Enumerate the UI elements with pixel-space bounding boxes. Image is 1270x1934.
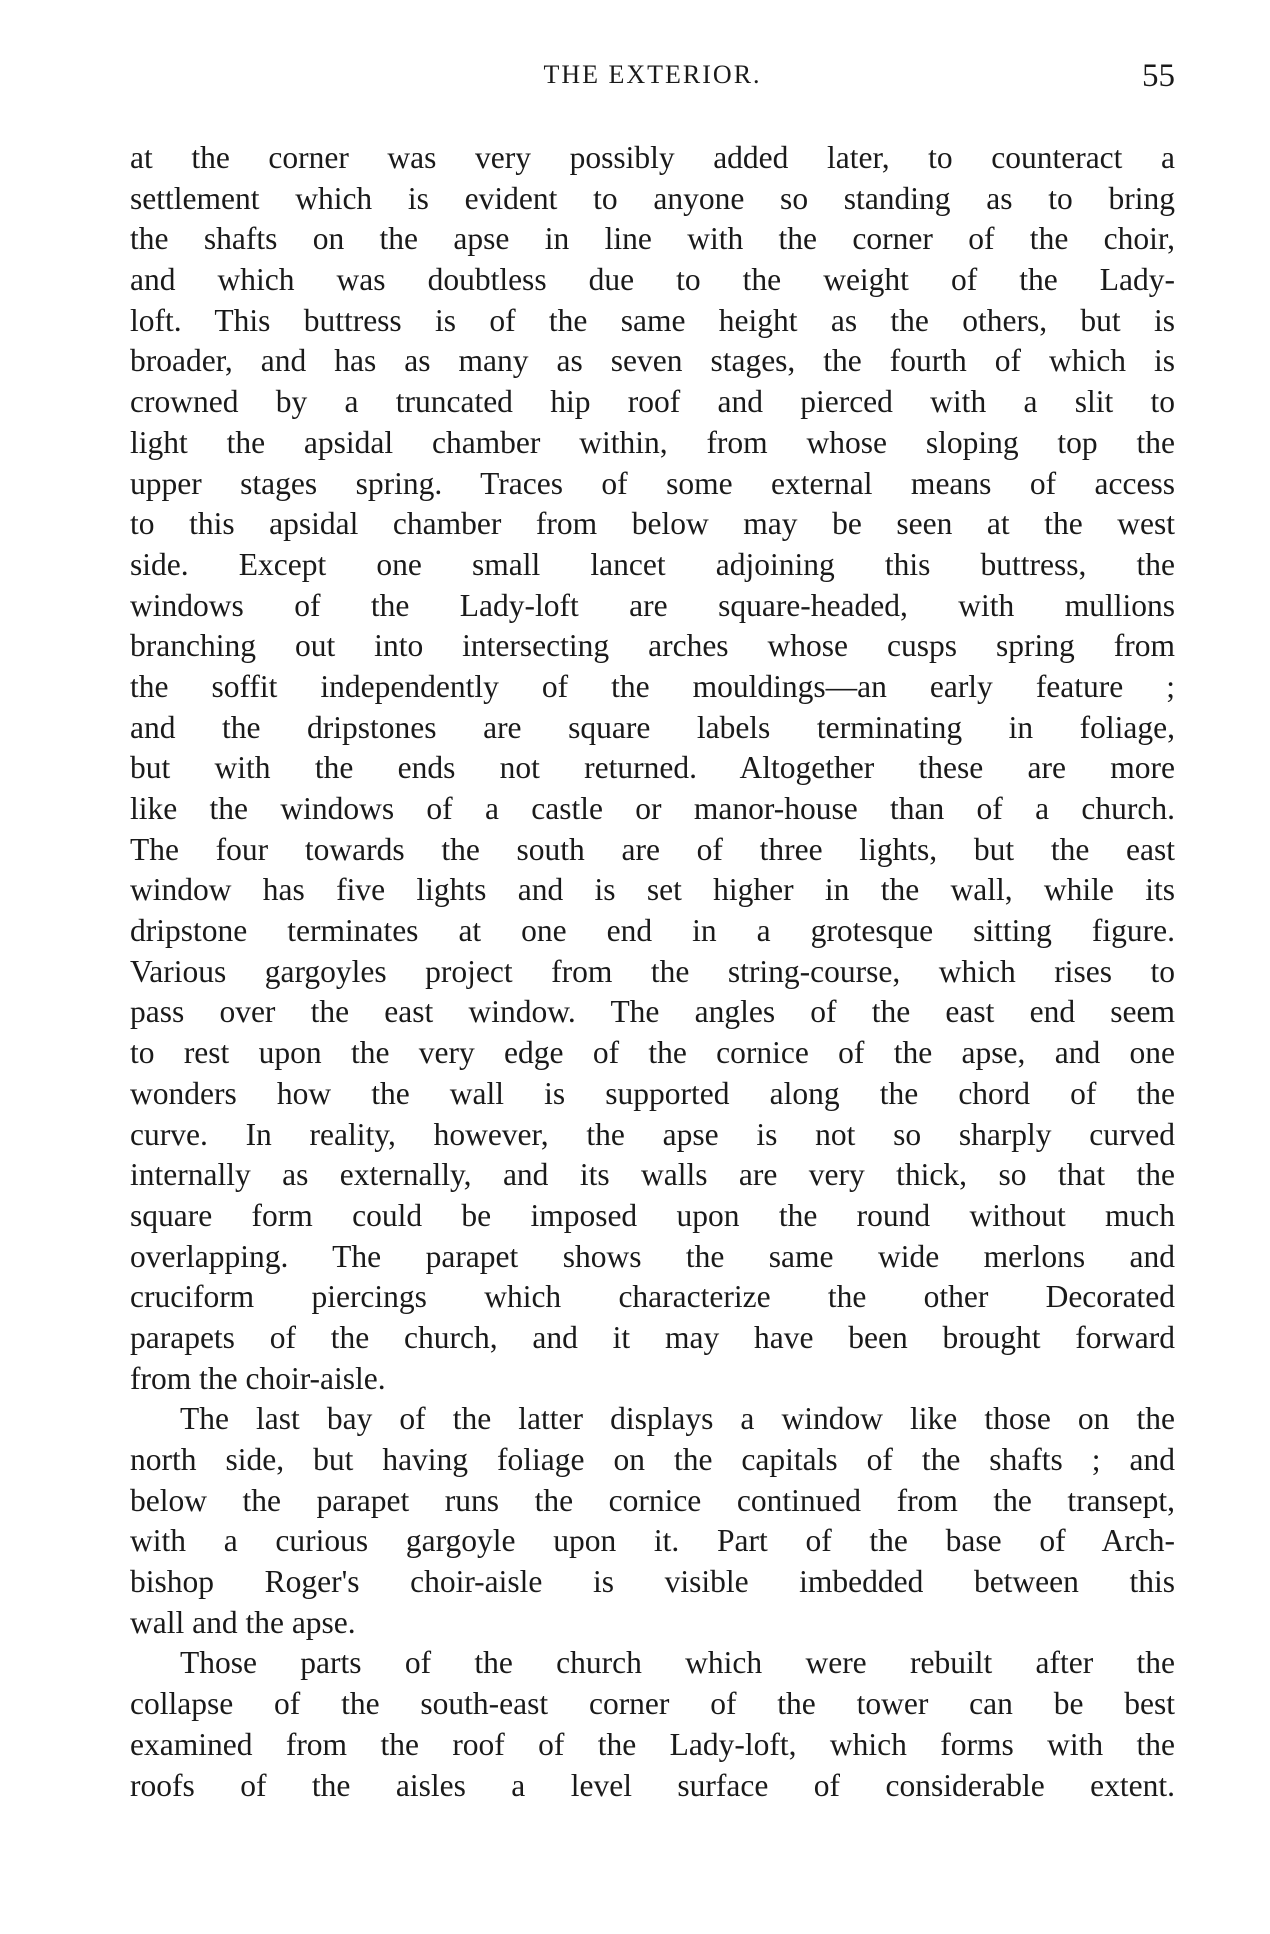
text-line: light the apsidal chamber within, from whose sloping top the: [130, 424, 1175, 460]
running-title: THE EXTERIOR.: [543, 60, 762, 89]
paragraph: [130, 1399, 1175, 1643]
text-line: from the choir-aisle.: [130, 1360, 386, 1396]
text-line: upper stages spring. Traces of some external means of access: [130, 465, 1175, 501]
text-line: side. Except one small lancet adjoining this buttress, the: [130, 546, 1175, 582]
text-line: pass over the east window. The angles of the east end seem: [130, 994, 1175, 1030]
text-line: to rest upon the very edge of the cornice of the apse, and one: [130, 1035, 1175, 1071]
text-line: broader, and has as many as seven stages, the fourth of which is: [130, 343, 1175, 379]
text-line: collapse of the south-east corner of the tower can be best: [130, 1686, 1175, 1722]
text-line: but with the ends not returned. Altogether these are more: [130, 750, 1175, 786]
text-line: crowned by a truncated hip roof and pierced with a slit to: [130, 384, 1175, 420]
text-line: the shafts on the apse in line with the corner of the choir,: [130, 221, 1175, 257]
text-line: north side, but having foliage on the capitals of the shafts ; and: [130, 1442, 1175, 1477]
text-line: branching out into intersecting arches whose cusps spring from: [130, 628, 1175, 664]
text-line: parapets of the church, and it may have been brought forward: [130, 1319, 1175, 1355]
text-line: The four towards the south are of three lights, but the east: [130, 831, 1175, 867]
text-line: to this apsidal chamber from below may be seen at the west: [130, 506, 1175, 542]
text-line: cruciform piercings which characterize the other Decorated: [130, 1279, 1175, 1315]
text-line: bishop Roger's choir-aisle is visible imbedded between this: [130, 1564, 1175, 1600]
paragraph: [130, 138, 1175, 1399]
text-line: and the dripstones are square labels terminating in foliage,: [130, 709, 1175, 745]
text-line: Various gargoyles project from the string-course, which rises to: [130, 953, 1175, 989]
text-line: square form could be imposed upon the round without much: [130, 1197, 1175, 1233]
text-line: and which was doubtless due to the weight of the Lady-: [130, 262, 1175, 298]
text-line: overlapping. The parapet shows the same wide merlons and: [130, 1238, 1175, 1274]
text-line: windows of the Lady-loft are square-headed, with mullions: [130, 587, 1175, 623]
page-number: 55: [1142, 58, 1175, 94]
text-line: below the parapet runs the cornice continued from the transept,: [130, 1482, 1175, 1518]
text-line: wonders how the wall is supported along the chord of the: [130, 1075, 1175, 1111]
text-line: examined from the roof of the Lady-loft, which forms with the: [130, 1726, 1175, 1762]
page-header: [130, 58, 1175, 98]
text-line: wall and the apse.: [130, 1604, 356, 1640]
text-line: Those parts of the church which were rebuilt after the: [180, 1645, 1175, 1681]
text-line: at the corner was very possibly added later, to counteract a: [130, 140, 1175, 175]
text-line: window has five lights and is set higher in the wall, while its: [130, 872, 1175, 908]
text-line: like the windows of a castle or manor-house than of a church.: [130, 791, 1175, 826]
text-line: settlement which is evident to anyone so standing as to bring: [130, 180, 1175, 216]
text-line: curve. In reality, however, the apse is not so sharply curved: [130, 1116, 1175, 1152]
text-line: The last bay of the latter displays a window like those on the: [180, 1401, 1175, 1437]
text-line: roofs of the aisles a level surface of considerable extent.: [130, 1767, 1175, 1803]
text-line: dripstone terminates at one end in a grotesque sitting figure.: [130, 913, 1175, 949]
text-line: the soffit independently of the mouldings—an early feature ;: [130, 668, 1175, 704]
text-line: loft. This buttress is of the same height as the others, but is: [130, 302, 1175, 338]
paragraph: [130, 1643, 1175, 1806]
text-line: internally as externally, and its walls are very thick, so that the: [130, 1157, 1175, 1193]
body-text: [130, 138, 1175, 1806]
text-line: with a curious gargoyle upon it. Part of the base of Arch-: [130, 1523, 1175, 1559]
